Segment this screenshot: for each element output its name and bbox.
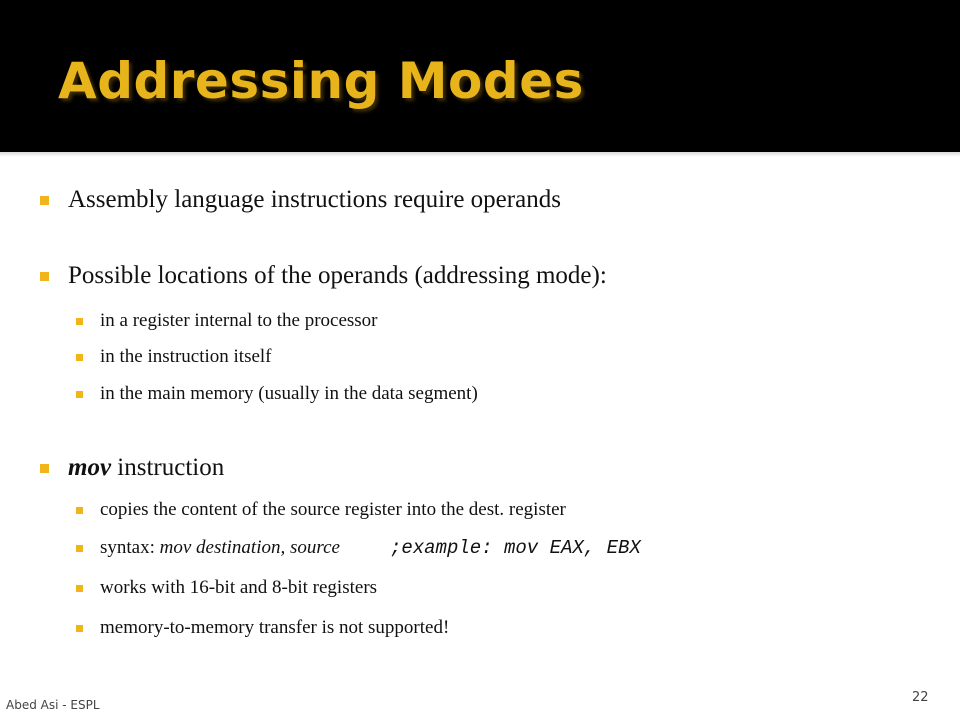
square-bullet-icon bbox=[76, 391, 83, 398]
sub-bullet-text: in the main memory (usually in the data segment) bbox=[100, 383, 478, 404]
sub-bullet-text: memory-to-memory transfer is not supported! bbox=[100, 617, 450, 638]
square-bullet-icon bbox=[40, 196, 49, 205]
footer-author: Abed Asi - ESPL bbox=[6, 698, 100, 712]
bullet-mov bbox=[40, 454, 224, 482]
bullet-text: instruction bbox=[111, 454, 225, 481]
sub-bullet-copies bbox=[76, 499, 566, 521]
bullet-locations bbox=[40, 262, 607, 290]
square-bullet-icon bbox=[76, 507, 83, 514]
square-bullet-icon bbox=[40, 272, 49, 281]
syntax-value: mov destination, source bbox=[159, 537, 340, 558]
sub-bullet-memory-transfer bbox=[76, 617, 449, 639]
sub-bullet-text: in a register internal to the processor bbox=[100, 310, 378, 331]
sub-bullet-text: works with 16-bit and 8-bit registers bbox=[100, 577, 378, 598]
mov-keyword: mov bbox=[68, 454, 112, 481]
sub-bullet-syntax bbox=[76, 537, 641, 559]
sub-bullet-register bbox=[76, 310, 378, 332]
sub-bullet-works bbox=[76, 577, 377, 599]
sub-bullet-instruction bbox=[76, 346, 272, 368]
slide-title: Addressing Modes bbox=[58, 52, 584, 110]
syntax-label: syntax: bbox=[100, 537, 160, 558]
square-bullet-icon bbox=[76, 545, 83, 552]
sub-bullet-memory bbox=[76, 383, 478, 405]
square-bullet-icon bbox=[76, 354, 83, 361]
sub-bullet-text: in the instruction itself bbox=[100, 346, 272, 367]
square-bullet-icon bbox=[76, 625, 83, 632]
bullet-text: Possible locations of the operands (addressing mode): bbox=[68, 262, 607, 289]
page-number: 22 bbox=[912, 690, 929, 705]
bullet-text: Assembly language instructions require operands bbox=[68, 186, 561, 213]
square-bullet-icon bbox=[76, 585, 83, 592]
square-bullet-icon bbox=[76, 318, 83, 325]
syntax-example-comment: ;example: mov EAX, EBX bbox=[389, 537, 641, 559]
sub-bullet-text: copies the content of the source register into the dest. register bbox=[100, 499, 566, 520]
bullet-operands bbox=[40, 186, 561, 214]
square-bullet-icon bbox=[40, 464, 49, 473]
